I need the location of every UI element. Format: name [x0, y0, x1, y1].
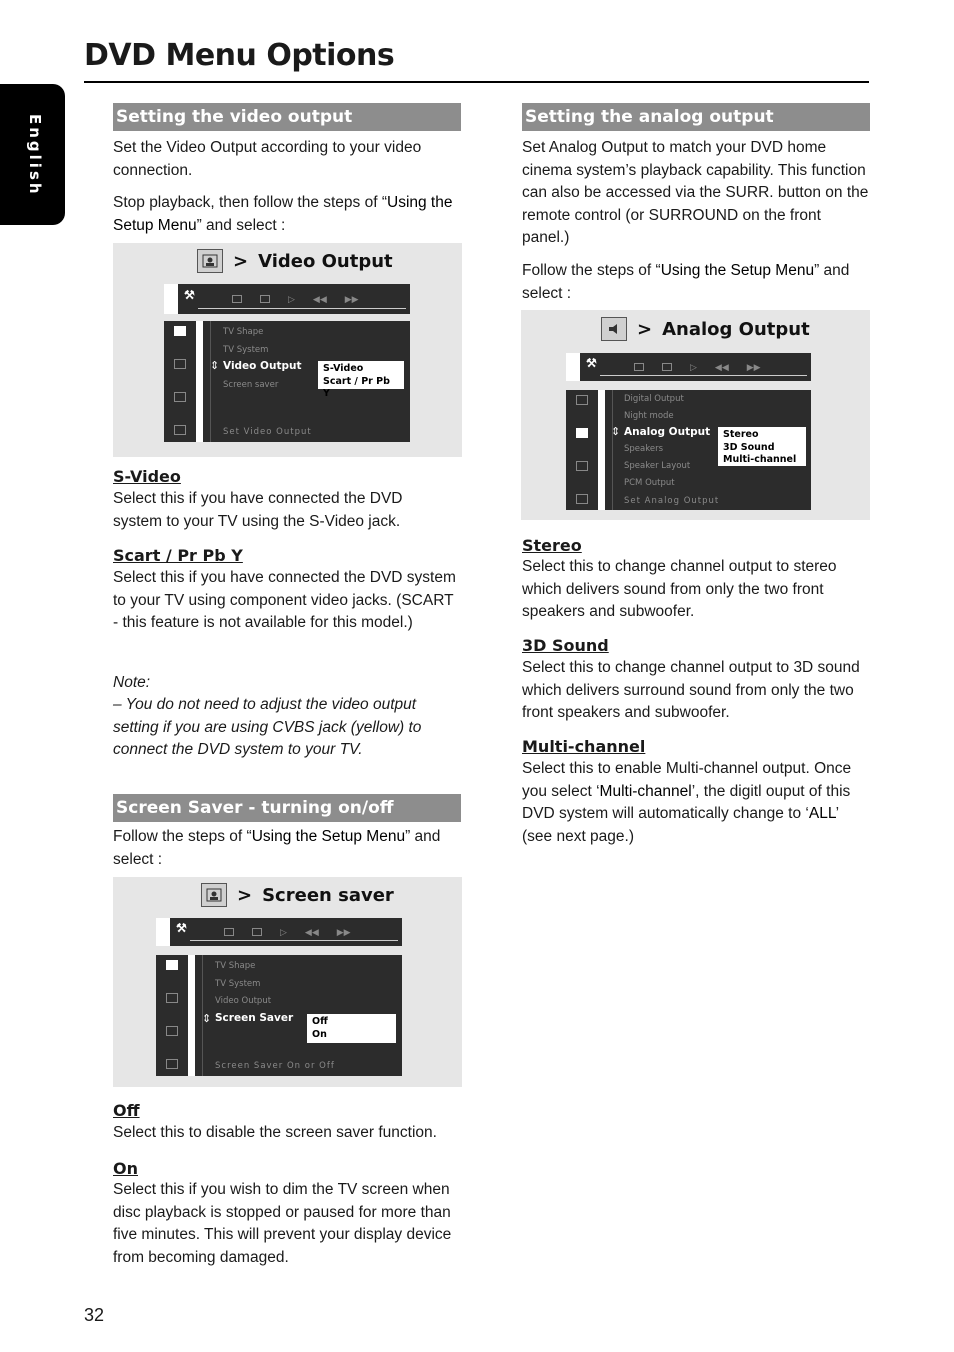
analog-output-menu-screen	[566, 390, 811, 510]
note-text: – You do not need to adjust the video output setting if you are using CVBS jack (yellow) to connect the DVD system to your TV.	[113, 696, 422, 758]
tv-icon	[197, 249, 223, 273]
forward-icon: ▶▶	[336, 926, 351, 937]
section-heading-analog-output: Setting the analog output	[522, 103, 870, 131]
option-multi-channel: Multi-channel	[723, 454, 797, 465]
multi-channel-text: Select this to enable Multi-channel output. Once you select ‘Multi-channel’, the digitl ouput of this DVD system will automatically change to ‘ALL’ (see next page.)	[522, 760, 852, 845]
forward-icon: ▶▶	[746, 361, 761, 372]
analog-output-panel	[521, 310, 870, 520]
menu-item: Video Output	[215, 996, 272, 1006]
video-output-steps: Stop playback, then follow the steps of “Using the Setup Menu” and select :	[113, 194, 453, 234]
setup-tools-icon: ⚒	[184, 288, 195, 302]
screen-icon	[166, 1026, 178, 1036]
multi-channel-title: Multi-channel	[522, 737, 646, 756]
off-title: Off	[113, 1101, 140, 1120]
rewind-icon: ◀◀	[714, 361, 729, 372]
video-output-panel-title: Video Output	[258, 250, 393, 272]
setup-tools-icon: ⚒	[586, 356, 597, 370]
stereo-title: Stereo	[522, 536, 582, 555]
language-tab-label: English	[26, 114, 44, 197]
option-off: Off	[312, 1016, 328, 1027]
option-3d-sound: 3D Sound	[723, 441, 775, 453]
rewind-icon: ◀◀	[312, 293, 327, 304]
speaker-icon	[662, 363, 672, 371]
3d-sound-title: 3D Sound	[522, 636, 609, 655]
analog-output-panel-title: Analog Output	[662, 318, 810, 340]
box-icon	[576, 494, 588, 504]
menu-item: Speakers	[624, 444, 664, 454]
menu-item: TV Shape	[215, 961, 256, 971]
rewind-icon: ◀◀	[304, 926, 319, 937]
menu-item-selected: Video Output	[223, 360, 302, 372]
off-text: Select this to disable the screen saver function.	[113, 1124, 437, 1141]
video-output-menu-screen	[164, 321, 410, 442]
menu-item: Speaker Layout	[624, 461, 691, 471]
menu-item: Screen saver	[223, 380, 279, 390]
setup-toolbar	[164, 284, 410, 314]
speaker-icon	[576, 428, 588, 438]
menu-item-selected: Analog Output	[624, 426, 711, 438]
menu-footer: Set Analog Output	[624, 496, 720, 506]
3d-sound-text: Select this to change channel output to 3D sound which delivers surround sound from only the two front speakers and subwoofer.	[522, 659, 860, 721]
setup-tools-icon: ⚒	[176, 921, 187, 935]
play-icon: ▷	[280, 926, 287, 937]
tv-icon	[174, 326, 186, 336]
title-rule	[84, 81, 869, 83]
speaker-icon	[174, 359, 186, 369]
stereo-text: Select this to change channel output to stereo which delivers sound from only the two front speakers and subwoofer.	[522, 558, 837, 620]
screen-saver-options	[307, 1014, 396, 1043]
video-output-panel-header	[197, 249, 393, 273]
screen-saver-panel-title: Screen saver	[262, 884, 394, 906]
section-heading-screen-saver: Screen Saver - turning on/off	[113, 794, 461, 822]
scart-title: Scart / Pr Pb Y	[113, 546, 243, 565]
screen-icon	[174, 392, 186, 402]
screen-icon	[634, 363, 644, 371]
menu-footer: Screen Saver On or Off	[215, 1061, 335, 1071]
s-video-text: Select this if you have connected the DVD system to your TV using the S-Video jack.	[113, 490, 403, 530]
forward-icon: ▶▶	[344, 293, 359, 304]
s-video-title: S-Video	[113, 467, 181, 486]
option-stereo: Stereo	[723, 429, 759, 440]
speaker-icon	[601, 317, 627, 341]
video-output-options	[318, 361, 404, 399]
box-icon	[174, 425, 186, 435]
on-title: On	[113, 1159, 138, 1178]
analog-output-panel-header	[601, 317, 810, 341]
screen-icon	[576, 461, 588, 471]
note-label: Note:	[113, 674, 151, 691]
menu-item: Digital Output	[624, 394, 684, 404]
menu-item: TV System	[215, 979, 261, 989]
menu-item: Night mode	[624, 411, 674, 421]
analog-output-intro: Set Analog Output to match your DVD home cinema system’s playback capability. This function can also be accessed via the SURR. button on the remote control (or SURROUND on the front panel.)	[522, 139, 869, 246]
page-title: DVD Menu Options	[84, 38, 395, 73]
screen-saver-steps: Follow the steps of “Using the Setup Menu” and select :	[113, 828, 441, 868]
analog-output-options	[718, 427, 806, 466]
menu-item: TV System	[223, 345, 269, 355]
menu-item-selected: Screen Saver	[215, 1012, 294, 1024]
tv-icon	[576, 395, 588, 405]
tv-icon	[201, 883, 227, 907]
video-output-intro: Set the Video Output according to your video connection.	[113, 139, 422, 179]
chevron-right-icon: >	[233, 250, 249, 272]
setup-toolbar	[566, 353, 811, 381]
tv-icon	[166, 960, 178, 970]
chevron-right-icon: >	[237, 884, 253, 906]
speaker-icon	[166, 993, 178, 1003]
screen-icon	[232, 295, 242, 303]
speaker-icon	[260, 295, 270, 303]
scart-text: Select this if you have connected the DVD system to your TV using component video jacks. (SCART - this feature is not available for this model.)	[113, 569, 456, 631]
up-down-arrow-icon: ⇕	[611, 426, 621, 438]
option-s-video: S-Video	[323, 363, 364, 374]
screen-saver-menu-screen	[156, 955, 402, 1076]
menu-item: PCM Output	[624, 478, 675, 488]
screen-saver-panel-header	[201, 883, 394, 907]
box-icon	[166, 1059, 178, 1069]
menu-footer: Set Video Output	[223, 427, 312, 437]
page-number: 32	[84, 1305, 105, 1325]
setup-toolbar	[156, 918, 402, 946]
screen-saver-panel	[113, 877, 462, 1087]
analog-output-steps: Follow the steps of “Using the Setup Menu” and select :	[522, 262, 850, 302]
chevron-right-icon: >	[637, 318, 653, 340]
menu-item: TV Shape	[223, 327, 264, 337]
play-icon: ▷	[288, 293, 295, 304]
screen-icon	[224, 928, 234, 936]
speaker-icon	[252, 928, 262, 936]
up-down-arrow-icon: ⇕	[210, 360, 220, 372]
play-icon: ▷	[690, 361, 697, 372]
on-text: Select this if you wish to dim the TV screen when disc playback is stopped or paused for more than five minutes. This will prevent your display device from becoming damaged.	[113, 1181, 452, 1266]
section-heading-video-output: Setting the video output	[113, 103, 461, 131]
option-scart: Scart / Pr Pb Y	[323, 375, 390, 399]
video-output-panel	[113, 243, 462, 457]
language-tab	[0, 84, 65, 225]
option-on: On	[312, 1028, 327, 1040]
up-down-arrow-icon: ⇕	[202, 1013, 212, 1025]
